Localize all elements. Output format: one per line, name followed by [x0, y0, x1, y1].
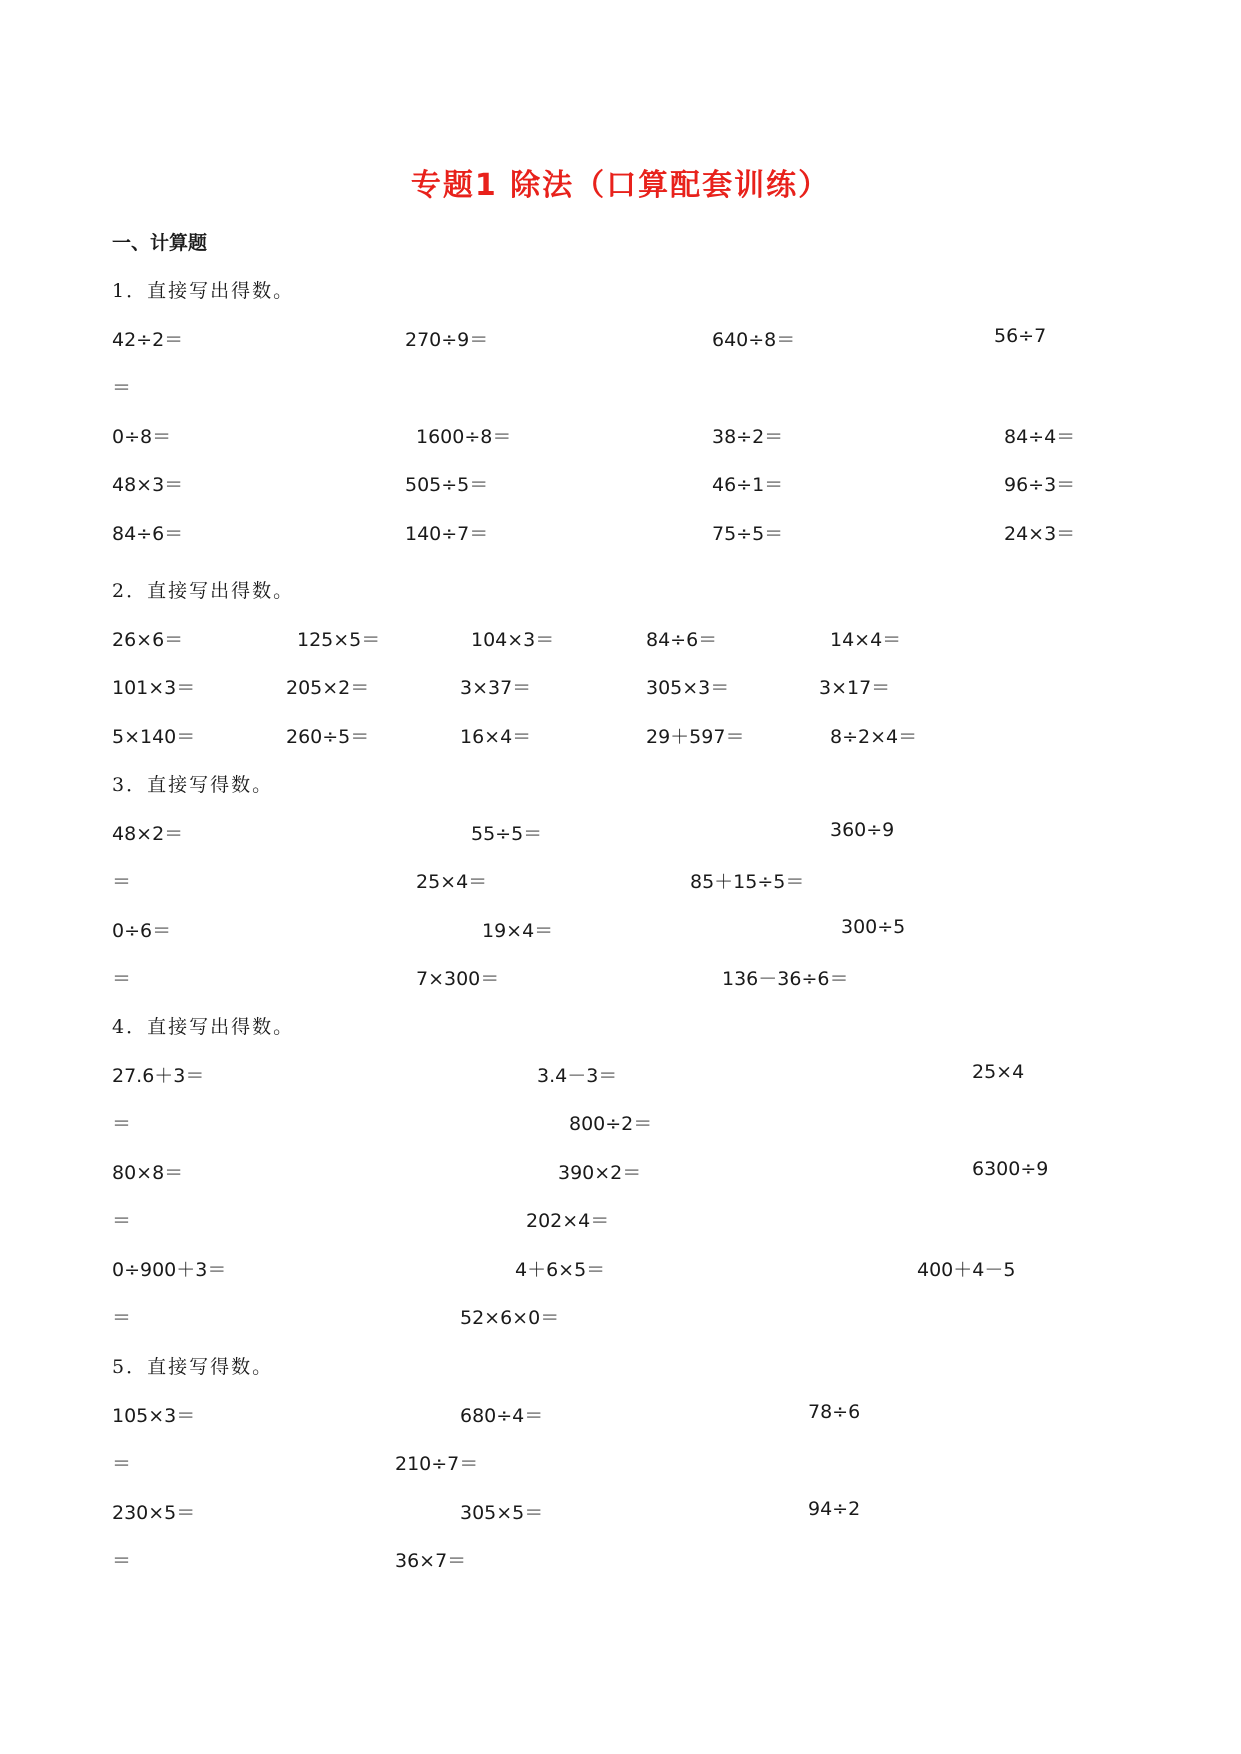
problem-item: 680÷4＝ [460, 1404, 544, 1427]
problem-item: 125×5＝ [297, 628, 381, 651]
question-label: 1．直接写出得数。 [112, 280, 295, 302]
problem-item: 305×5＝ [460, 1501, 544, 1524]
problem-item: 140÷7＝ [405, 522, 489, 545]
problem-item: 42÷2＝ [112, 328, 184, 351]
problem-item: 3×37＝ [460, 677, 532, 699]
problem-item: 1600÷8＝ [416, 425, 512, 448]
problem-item: 300÷5 [841, 915, 906, 938]
problem-item: 8÷2×4＝ [830, 725, 918, 748]
problem-item: ＝ [112, 968, 132, 990]
problem-item: 48×2＝ [112, 822, 184, 845]
problem-item: 640÷8＝ [712, 328, 796, 351]
problem-item: 38÷2＝ [712, 425, 784, 448]
section-heading: 一、计算题 [112, 232, 208, 254]
problem-item: 3×17＝ [819, 677, 891, 699]
problem-item: 4＋6×5＝ [515, 1258, 606, 1281]
problem-item: 80×8＝ [112, 1161, 184, 1184]
question-label: 3．直接写得数。 [112, 774, 274, 796]
problem-item: ＝ [112, 1453, 132, 1475]
problem-item: 270÷9＝ [405, 328, 489, 351]
problem-item: 0÷6＝ [112, 919, 172, 942]
problem-item: 3.4－3＝ [537, 1064, 618, 1087]
problem-item: 36×7＝ [395, 1550, 467, 1572]
problem-item: 0÷8＝ [112, 425, 172, 448]
problem-item: 16×4＝ [460, 725, 532, 748]
problem-item: 210÷7＝ [395, 1453, 479, 1475]
problem-item: ＝ [112, 1210, 132, 1232]
problem-item: 360÷9 [830, 818, 895, 841]
problem-item: ＝ [112, 1113, 132, 1135]
problem-item: 260÷5＝ [286, 725, 370, 748]
problem-item: 48×3＝ [112, 474, 184, 496]
problem-item: 800÷2＝ [569, 1113, 653, 1135]
problem-item: 55÷5＝ [471, 822, 543, 845]
problem-item: 85＋15÷5＝ [690, 871, 805, 893]
problem-item: 25×4＝ [416, 871, 488, 893]
problem-item: 7×300＝ [416, 968, 500, 990]
problem-item: 5×140＝ [112, 725, 196, 748]
problem-item: 52×6×0＝ [460, 1307, 560, 1329]
question-label: 2．直接写出得数。 [112, 580, 295, 602]
problem-item: 84÷6＝ [646, 628, 718, 651]
problem-item: 29＋597＝ [646, 725, 745, 748]
problem-item: 202×4＝ [526, 1210, 610, 1232]
problem-item: 6300÷9 [972, 1157, 1049, 1180]
problem-item: 56÷7 [994, 324, 1047, 347]
problem-item: 136－36÷6＝ [722, 968, 849, 990]
problem-item: 26×6＝ [112, 628, 184, 651]
problem-item: ＝ [112, 1307, 132, 1329]
problem-item: 400＋4－5 [917, 1258, 1016, 1281]
page-title: 专题1 除法（口算配套训练） [410, 168, 831, 203]
problem-item: 14×4＝ [830, 628, 902, 651]
problem-item: 24×3＝ [1004, 522, 1076, 545]
question-label: 5．直接写得数。 [112, 1356, 274, 1378]
problem-item: ＝ [112, 871, 132, 893]
problem-item: 104×3＝ [471, 628, 555, 651]
problem-item: 0÷900＋3＝ [112, 1258, 227, 1281]
problem-item: ＝ [112, 377, 132, 399]
problem-item: 230×5＝ [112, 1501, 196, 1524]
problem-item: 205×2＝ [286, 677, 370, 699]
problem-item: 78÷6 [808, 1400, 861, 1423]
problem-item: 101×3＝ [112, 677, 196, 699]
problem-item: 84÷4＝ [1004, 425, 1076, 448]
problem-item: 105×3＝ [112, 1404, 196, 1427]
problem-item: 19×4＝ [482, 919, 554, 942]
problem-item: 505÷5＝ [405, 474, 489, 496]
problem-item: 46÷1＝ [712, 474, 784, 496]
problem-item: 27.6＋3＝ [112, 1064, 205, 1087]
problem-item: 84÷6＝ [112, 522, 184, 545]
problem-item: 94÷2 [808, 1497, 861, 1520]
problem-item: 96÷3＝ [1004, 474, 1076, 496]
question-label: 4．直接写出得数。 [112, 1016, 295, 1038]
problem-item: 390×2＝ [558, 1161, 642, 1184]
problem-item: 75÷5＝ [712, 522, 784, 545]
problem-item: 305×3＝ [646, 677, 730, 699]
problem-item: ＝ [112, 1550, 132, 1572]
problem-item: 25×4 [972, 1060, 1025, 1083]
